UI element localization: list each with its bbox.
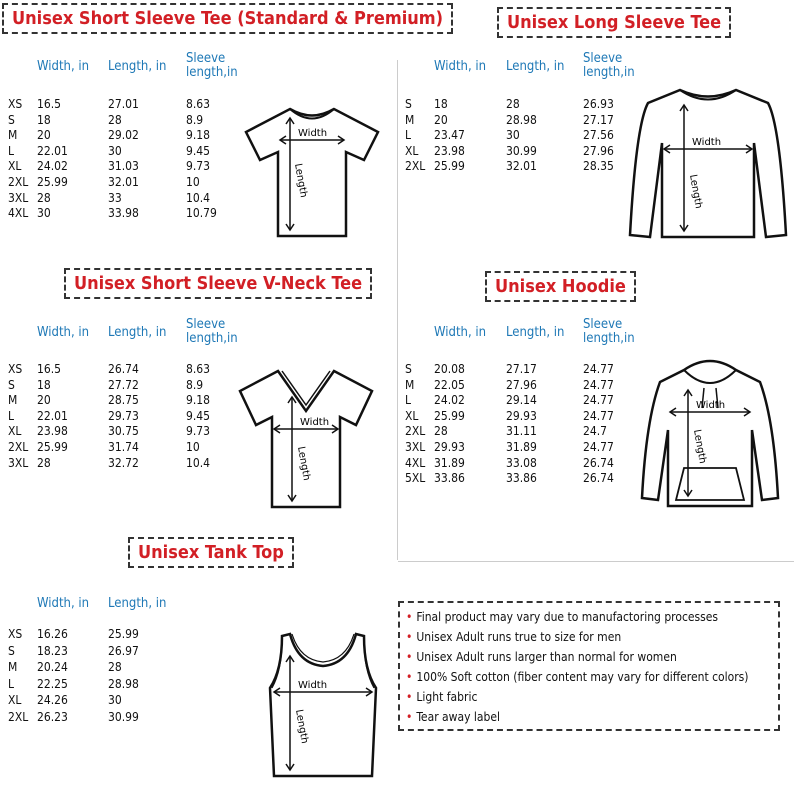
value-cell: 8.9 (186, 112, 204, 127)
notes-box (398, 601, 780, 731)
bullet-icon: • (406, 630, 413, 644)
column-divider (397, 60, 398, 560)
size-cell: 3XL (8, 455, 29, 470)
bullet-icon: • (406, 690, 413, 704)
value-cell: 10 (186, 175, 200, 189)
width-label: Width (692, 137, 722, 148)
value-cell: 26.74 (108, 362, 139, 376)
column-header: Length, in (108, 59, 167, 74)
value-cell: 20 (434, 112, 448, 127)
value-cell: 9.45 (186, 143, 211, 158)
column-header: Sleeve length,in (583, 51, 635, 80)
value-cell: 27.72 (108, 377, 139, 392)
value-cell: 18 (37, 112, 51, 127)
value-cell: 27.17 (583, 112, 614, 127)
note-item: • Tear away label (406, 710, 501, 724)
value-cell: 31.11 (506, 424, 537, 439)
bullet-icon: • (406, 610, 413, 624)
size-cell: L (405, 393, 412, 408)
size-cell: M (8, 128, 18, 143)
column-header: Width, in (434, 325, 487, 340)
size-cell: M (8, 393, 18, 408)
value-cell: 23.98 (434, 143, 465, 158)
value-cell: 16.26 (37, 627, 68, 641)
value-cell: 10.79 (186, 206, 217, 221)
value-cell: 24.77 (583, 440, 614, 454)
size-cell: 4XL (405, 455, 426, 470)
value-cell: 29.14 (506, 393, 537, 408)
value-cell: 29.93 (434, 440, 465, 454)
value-cell: 24.7 (583, 424, 608, 439)
value-cell: 22.01 (37, 143, 68, 158)
size-cell: XL (8, 693, 22, 707)
length-label: Length (691, 428, 708, 465)
value-cell: 18 (37, 377, 51, 392)
value-cell: 30 (506, 128, 520, 143)
value-cell: 28 (108, 660, 122, 674)
width-label: Width (298, 128, 328, 139)
value-cell: 30 (108, 143, 122, 158)
size-cell: L (8, 676, 15, 691)
column-header: Width, in (37, 325, 90, 340)
size-cell: 2XL (8, 175, 29, 189)
bullet-icon: • (406, 650, 413, 664)
value-cell: 26.23 (37, 709, 68, 724)
value-cell: 28.98 (108, 676, 139, 691)
value-cell: 32.72 (108, 455, 139, 470)
value-cell: 28 (37, 455, 51, 470)
note-item: • 100% Soft cotton (fiber content may vary for different colors) (406, 670, 749, 684)
size-cell: XL (8, 424, 22, 439)
value-cell: 26.93 (583, 97, 614, 111)
value-cell: 33.86 (434, 471, 465, 486)
value-cell: 30.99 (108, 709, 139, 724)
value-cell: 31.03 (108, 159, 139, 174)
column-header: Length, in (108, 596, 167, 611)
column-header: Width, in (434, 59, 487, 74)
size-cell: XL (405, 143, 419, 158)
value-cell: 33.86 (506, 471, 537, 486)
value-cell: 20.24 (37, 660, 68, 674)
value-cell: 16.5 (37, 362, 62, 376)
value-cell: 28 (506, 97, 520, 111)
section-title-vneck: Unisex Short Sleeve V-Neck Tee (64, 268, 372, 299)
value-cell: 22.01 (37, 408, 68, 423)
length-label: Length (293, 708, 310, 745)
size-cell: 4XL (8, 206, 29, 221)
value-cell: 25.99 (434, 408, 465, 423)
value-cell: 18.23 (37, 643, 68, 658)
size-cell: 3XL (405, 440, 426, 454)
value-cell: 25.99 (434, 159, 465, 174)
column-header: Sleeve length,in (186, 317, 238, 346)
size-cell: 2XL (405, 159, 426, 174)
value-cell: 27.17 (506, 362, 537, 376)
column-header: Length, in (506, 325, 565, 340)
value-cell: 8.63 (186, 97, 211, 111)
size-cell: S (8, 112, 15, 127)
value-cell: 26.74 (583, 455, 614, 470)
bullet-icon: • (406, 670, 413, 684)
size-cell: L (8, 143, 15, 158)
note-item: • Final product may vary due to manufactoring processes (406, 610, 719, 624)
size-cell: M (405, 377, 415, 392)
value-cell: 25.99 (37, 440, 68, 454)
value-cell: 24.77 (583, 362, 614, 376)
value-cell: 31.89 (434, 455, 465, 470)
value-cell: 28.35 (583, 159, 614, 174)
value-cell: 23.47 (434, 128, 465, 143)
value-cell: 31.89 (506, 440, 537, 454)
section-title-tank: Unisex Tank Top (128, 537, 294, 568)
size-cell: L (8, 408, 15, 423)
value-cell: 27.01 (108, 97, 139, 111)
value-cell: 9.73 (186, 159, 211, 174)
size-cell: S (405, 97, 412, 111)
value-cell: 10 (186, 440, 200, 454)
bullet-icon: • (406, 710, 413, 724)
length-label: Length (292, 162, 309, 199)
value-cell: 24.02 (37, 159, 68, 174)
section-title-hoodie: Unisex Hoodie (485, 271, 636, 302)
hoodie-illustration (640, 360, 780, 510)
value-cell: 9.18 (186, 393, 211, 408)
size-cell: XS (8, 627, 23, 641)
value-cell: 30 (37, 206, 51, 221)
short-sleeve-tee-illustration (242, 104, 382, 244)
value-cell: 18 (434, 97, 448, 111)
value-cell: 30.99 (506, 143, 537, 158)
value-cell: 22.25 (37, 676, 68, 691)
size-cell: XL (405, 408, 419, 423)
value-cell: 24.26 (37, 693, 68, 707)
value-cell: 29.02 (108, 128, 139, 143)
length-label: Length (687, 173, 704, 210)
value-cell: 26.97 (108, 643, 139, 658)
value-cell: 33.08 (506, 455, 537, 470)
section-title-short-sleeve: Unisex Short Sleeve Tee (Standard & Premium) (2, 3, 453, 34)
value-cell: 20 (37, 393, 51, 408)
column-header: Length, in (108, 325, 167, 340)
value-cell: 9.45 (186, 408, 211, 423)
size-cell: S (405, 362, 412, 376)
value-cell: 31.74 (108, 440, 139, 454)
long-sleeve-tee-illustration (618, 85, 794, 245)
width-label: Width (300, 417, 330, 428)
size-cell: 2XL (8, 709, 29, 724)
value-cell: 20 (37, 128, 51, 143)
value-cell: 20.08 (434, 362, 465, 376)
value-cell: 27.96 (506, 377, 537, 392)
note-item: • Light fabric (406, 690, 478, 704)
value-cell: 9.18 (186, 128, 211, 143)
value-cell: 27.96 (583, 143, 614, 158)
size-cell: M (8, 660, 18, 674)
width-label: Width (298, 680, 328, 691)
value-cell: 28.75 (108, 393, 139, 408)
value-cell: 29.93 (506, 408, 537, 423)
value-cell: 24.02 (434, 393, 465, 408)
value-cell: 33.98 (108, 206, 139, 221)
size-cell: 2XL (8, 440, 29, 454)
value-cell: 30.75 (108, 424, 139, 439)
note-item: • Unisex Adult runs true to size for men (406, 630, 622, 644)
size-cell: 3XL (8, 190, 29, 205)
column-header: Width, in (37, 596, 90, 611)
value-cell: 25.99 (37, 175, 68, 189)
value-cell: 22.05 (434, 377, 465, 392)
value-cell: 27.56 (583, 128, 614, 143)
column-header: Sleeve length,in (186, 51, 238, 80)
section-title-long-sleeve: Unisex Long Sleeve Tee (497, 7, 731, 38)
value-cell: 24.77 (583, 377, 614, 392)
value-cell: 28 (108, 112, 122, 127)
value-cell: 25.99 (108, 627, 139, 641)
value-cell: 16.5 (37, 97, 62, 111)
vneck-tee-illustration (236, 367, 376, 517)
size-cell: 5XL (405, 471, 426, 486)
size-cell: S (8, 643, 15, 658)
value-cell: 10.4 (186, 190, 211, 205)
value-cell: 8.9 (186, 377, 204, 392)
value-cell: 28.98 (506, 112, 537, 127)
value-cell: 24.77 (583, 408, 614, 423)
tank-top-illustration (268, 630, 378, 780)
value-cell: 24.77 (583, 393, 614, 408)
value-cell: 26.74 (583, 471, 614, 486)
size-cell: L (405, 128, 412, 143)
note-item: • Unisex Adult runs larger than normal for women (406, 650, 677, 664)
value-cell: 28 (434, 424, 448, 439)
size-cell: S (8, 377, 15, 392)
value-cell: 23.98 (37, 424, 68, 439)
value-cell: 32.01 (506, 159, 537, 174)
size-cell: XS (8, 362, 23, 376)
value-cell: 9.73 (186, 424, 211, 439)
width-label: Width (696, 400, 726, 411)
column-header: Sleeve length,in (583, 317, 635, 346)
column-header: Width, in (37, 59, 90, 74)
size-cell: 2XL (405, 424, 426, 439)
value-cell: 10.4 (186, 455, 211, 470)
value-cell: 29.73 (108, 408, 139, 423)
value-cell: 33 (108, 190, 122, 205)
size-cell: XL (8, 159, 22, 174)
size-cell: XS (8, 97, 23, 111)
value-cell: 28 (37, 190, 51, 205)
value-cell: 30 (108, 693, 122, 707)
value-cell: 8.63 (186, 362, 211, 376)
column-header: Length, in (506, 59, 565, 74)
length-label: Length (295, 445, 312, 482)
size-cell: M (405, 112, 415, 127)
value-cell: 32.01 (108, 175, 139, 189)
row-divider (398, 561, 794, 562)
